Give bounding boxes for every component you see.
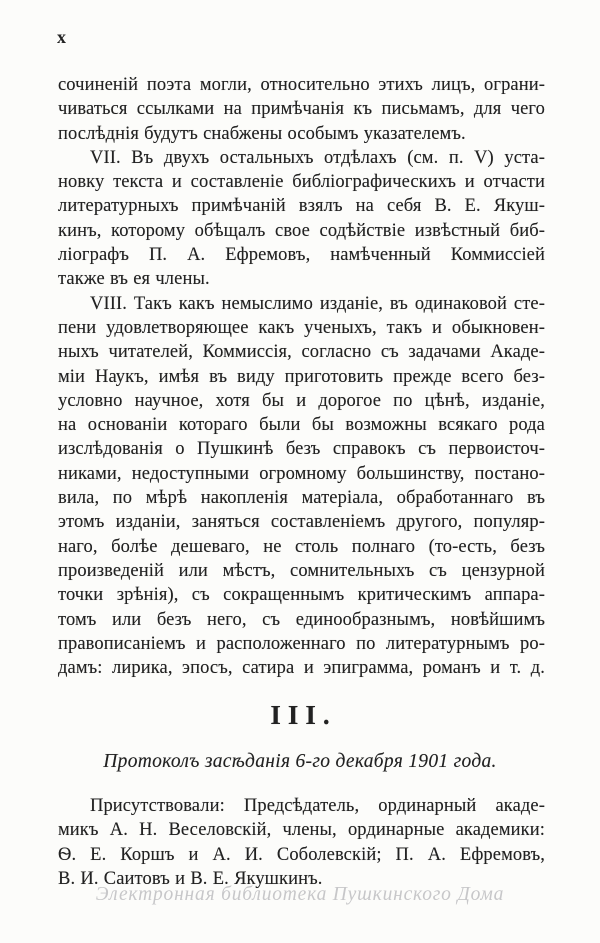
text-line: послѣднія будутъ снабжены особымъ указателемъ. [58, 123, 466, 144]
text-line: VII. Въ двухъ остальныхъ отдѣлахъ (см. п. V) уста- [90, 147, 545, 168]
text-line: вила, по мѣрѣ накопленія матеріала, обработаннаго въ [58, 488, 545, 509]
text-line: литературныхъ примѣчаній взялъ на себя В. Е. Якуш- [58, 196, 545, 217]
text-line: также въ ея члены. [58, 269, 210, 290]
text-line: правописаніемъ и расположеннаго по литературнымъ ро- [58, 633, 545, 654]
paragraph [58, 292, 545, 681]
watermark: Электронная библиотека Пушкинского Дома [95, 884, 505, 905]
text-line: сочиненій поэта могли, относительно этихъ лицъ, ограни- [58, 75, 545, 95]
text-line: условно научное, хотя бы и дорогое по цѣнѣ, изданіе, [58, 390, 545, 411]
text-line: кинъ, которому обѣщалъ свое содѣйствіе извѣстный биб- [58, 220, 545, 241]
meeting-subheading: Протоколъ засѣданія 6-го декабря 1901 года. [103, 751, 497, 772]
text-line: В. И. Саитовъ и В. Е. Якушкинъ. [58, 868, 323, 889]
text-line: Присутствовали: Предсѣдатель, ординарный акаде- [90, 796, 545, 816]
section-heading: III. [270, 700, 337, 730]
text-line: изслѣдованія о Пушкинѣ безъ справокъ съ первоисточ- [58, 439, 545, 460]
paragraph [58, 794, 545, 891]
text-line: этомъ изданіи, заняться составленіемъ другого, популяр- [58, 512, 545, 533]
text-line: дамъ: лирика, эпосъ, сатира и эпиграмма, романъ и т. д. [58, 658, 545, 679]
text-line: произведеній или мѣстъ, сомнительныхъ съ цензурной [58, 560, 545, 581]
text-line: VIII. Такъ какъ немыслимо изданіе, въ одинаковой сте- [90, 293, 545, 314]
attendees-block [58, 794, 545, 891]
text-line: пени удовлетворяющее какъ ученыхъ, такъ и обыкновен- [58, 317, 545, 338]
text-line: микъ А. Н. Веселовскій, члены, ординарные академики: [58, 820, 545, 841]
text-line: на основаніи котораго были бы возможны всякаго рода [58, 415, 545, 436]
text-line: томъ или безъ него, съ единообразнымъ, новѣйшимъ [58, 609, 545, 630]
paragraph [58, 73, 545, 146]
text-line: міи Наукъ, имѣя въ виду приготовить прежде всего без- [58, 366, 545, 387]
page-number: x [57, 27, 67, 47]
text-line: наго, болѣе дешеваго, не столь полнаго (то-есть, безъ [58, 536, 545, 557]
paragraph [58, 146, 545, 292]
text-line: чиваться ссылками на примѣчанія къ письмамъ, для чего [58, 99, 545, 120]
text-line: точки зрѣнія), съ сокращеннымъ критическимъ аппара- [58, 585, 545, 606]
text-line: никами, недоступными огромному большинству, постано- [58, 463, 545, 484]
text-line: ліографъ П. А. Ефремовъ, намѣченный Коммиссіей [58, 245, 545, 266]
text-line: новку текста и составленіе библіографическихъ и отчасти [58, 172, 545, 193]
text-line: ныхъ читателей, Коммиссія, согласно съ задачами Акаде- [58, 342, 545, 363]
text-line: Ѳ. Е. Коршъ и А. И. Соболевскій; П. А. Ефремовъ, [58, 844, 545, 865]
body-paragraphs [58, 73, 545, 680]
